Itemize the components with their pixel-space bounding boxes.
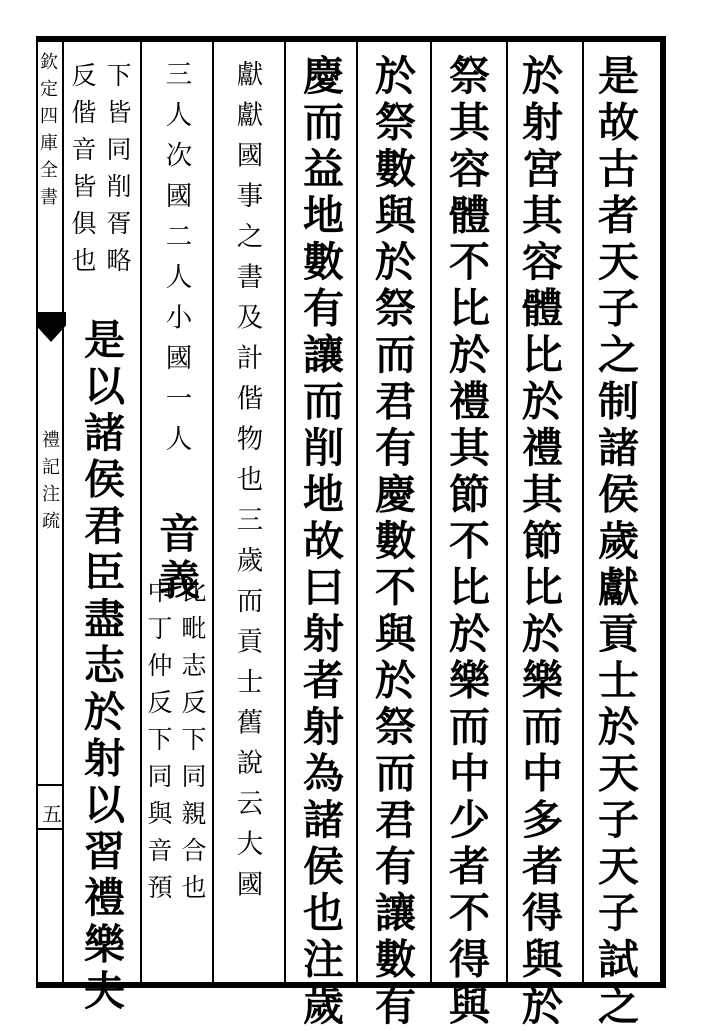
column-rule: [212, 42, 214, 982]
frame-top-border: [36, 36, 666, 42]
page-number-rule: [38, 828, 64, 830]
page-number: 五: [42, 802, 62, 826]
margin-book-title: 欽定四庫全書: [37, 52, 58, 214]
text-column-5: 慶而益地數有讓而削地故曰射者射為諸侯也注歲: [296, 54, 344, 1031]
small-commentary-left: 反偕音皆俱也: [68, 62, 97, 284]
text-column-1: 是故古者天子之制諸侯歲獻貢士於天子天子試之: [591, 54, 639, 1031]
text-column-4: 於祭數與於祭而君有慶數不與於祭而君有讓數有: [368, 54, 416, 1031]
frame-bottom-border: [36, 982, 666, 988]
column-rule: [506, 42, 508, 982]
small-commentary-right: 比毗志反下同親合也: [178, 578, 207, 911]
column-rule: [62, 42, 64, 982]
yinyi-label: 音義: [152, 512, 200, 605]
text-column-3: 祭其容體不比於禮其節不比於樂而中少者不得與: [442, 54, 490, 1031]
column-rule: [140, 42, 142, 982]
frame-right-border: [660, 36, 666, 988]
small-commentary-right: 下皆同削胥略: [103, 62, 132, 284]
small-commentary-left: 中丁仲反下同與音預: [144, 578, 173, 911]
column-rule: [284, 42, 286, 982]
page-number-rule: [38, 784, 64, 786]
commentary-column: 獻獻國事之書及計偕物也三歲而貢士舊說云大國: [231, 60, 263, 911]
commentary-column: 三人次國二人小國一人: [160, 60, 192, 465]
column-rule: [356, 42, 358, 982]
text-column-2: 於射宮其容體比於禮其節比於樂而中多者得與於: [515, 54, 563, 1031]
column-rule: [582, 42, 584, 982]
column-rule: [430, 42, 432, 982]
margin-section-title: 禮記注疏: [39, 430, 60, 538]
text-column-8: 是以諸侯君臣盡志於射以習禮樂夫: [77, 318, 125, 1016]
